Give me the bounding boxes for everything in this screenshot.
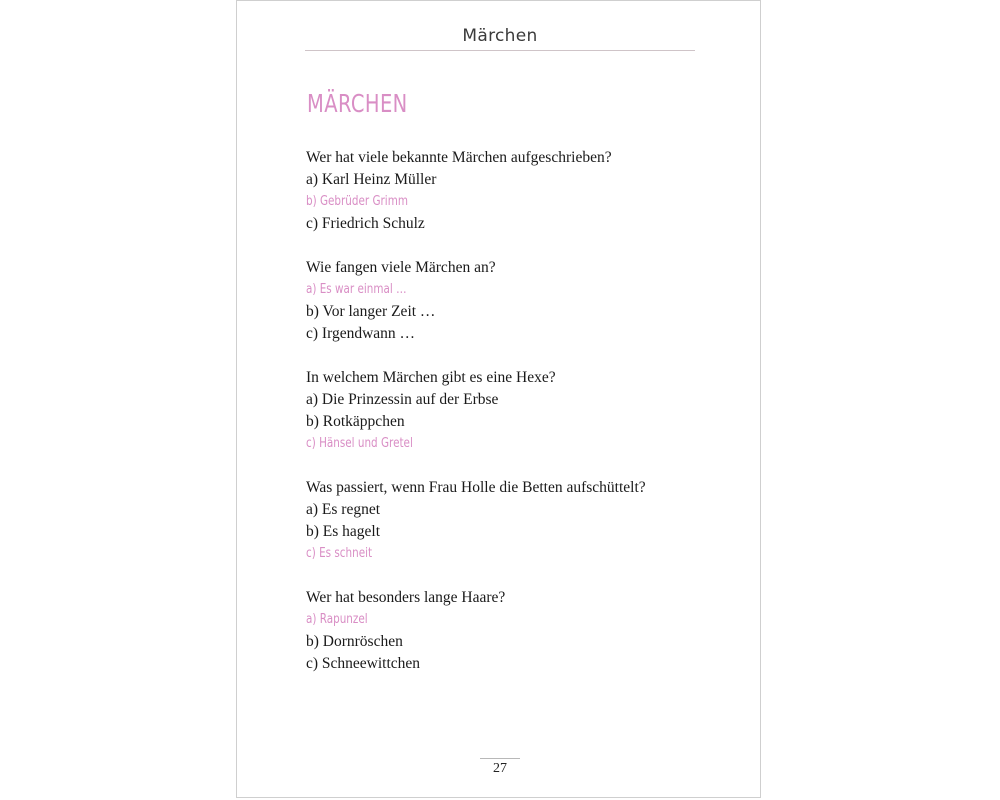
question-text: Wer hat viele bekannte Märchen aufgeschrieben? — [306, 149, 612, 166]
answer-option: a) Die Prinzessin auf der Erbse — [306, 391, 499, 408]
answer-option: c) Schneewittchen — [306, 655, 421, 672]
page-number: 27 — [493, 761, 507, 776]
answer-option: a) Es regnet — [306, 501, 381, 518]
correct-answer: a) Es war einmal … — [306, 282, 407, 297]
answer-option: b) Rotkäppchen — [306, 413, 405, 430]
chapter-title: MÄRCHEN — [307, 89, 408, 118]
correct-answer: b) Gebrüder Grimm — [306, 194, 408, 209]
question-text: Wer hat besonders lange Haare? — [306, 589, 506, 606]
question-block — [306, 477, 706, 565]
correct-answer: c) Hänsel und Gretel — [306, 436, 413, 451]
running-header: Märchen — [305, 23, 695, 51]
answer-option: c) Friedrich Schulz — [306, 215, 425, 232]
correct-answer: a) Rapunzel — [306, 612, 368, 627]
question-text: In welchem Märchen gibt es eine Hexe? — [306, 369, 556, 386]
quiz-questions — [306, 147, 706, 697]
question-text: Was passiert, wenn Frau Holle die Betten aufschüttelt? — [306, 479, 646, 496]
answer-option: b) Dornröschen — [306, 633, 403, 650]
answer-option: b) Vor langer Zeit … — [306, 303, 436, 320]
answer-option: b) Es hagelt — [306, 523, 381, 540]
question-text: Wie fangen viele Märchen an? — [306, 259, 496, 276]
question-block — [306, 147, 706, 235]
question-block — [306, 587, 706, 675]
question-block — [306, 257, 706, 345]
answer-option: a) Karl Heinz Müller — [306, 171, 437, 188]
footer-rule — [480, 758, 520, 759]
question-block — [306, 367, 706, 455]
correct-answer: c) Es schneit — [306, 546, 373, 561]
answer-option: c) Irgendwann … — [306, 325, 416, 342]
book-page — [236, 0, 761, 798]
